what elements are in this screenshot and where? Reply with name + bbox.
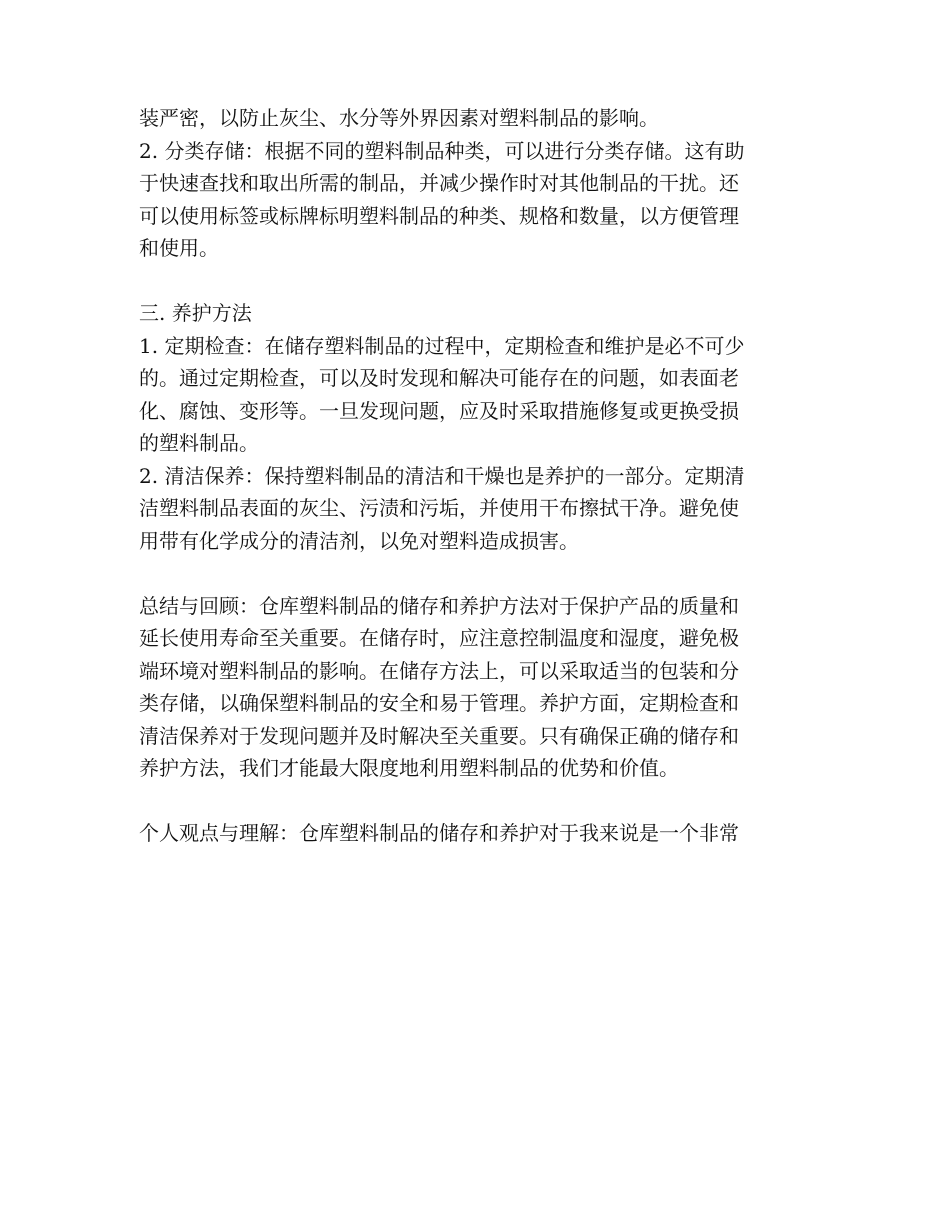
text-line: 的塑料制品。	[139, 431, 259, 455]
paragraph-cleaning-care	[139, 460, 799, 558]
text-line: 养护方法，我们才能最大限度地利用塑料制品的优势和价值。	[139, 756, 679, 780]
text-line: 个人观点与理解：仓库塑料制品的储存和养护对于我来说是一个非常	[139, 821, 739, 845]
section-heading-maintenance	[139, 297, 799, 330]
text-line: 和使用。	[139, 236, 219, 260]
paragraph-packaging-continuation	[139, 102, 799, 135]
text-line: 端环境对塑料制品的影响。在储存方法上，可以采取适当的包装和分	[139, 658, 739, 683]
text-line: 于快速查找和取出所需的制品，并减少操作时对其他制品的干扰。还	[139, 171, 739, 195]
text-line: 2. 分类存储：根据不同的塑料制品种类，可以进行分类存储。这有助	[139, 138, 745, 163]
text-line: 清洁保养对于发现问题并及时解决至关重要。只有确保正确的储存和	[139, 723, 739, 748]
text-line: 的。通过定期检查，可以及时发现和解决可能存在的问题，如表面老	[139, 366, 739, 390]
paragraph-regular-inspection	[139, 330, 799, 460]
text-line: 用带有化学成分的清洁剂，以免对塑料造成损害。	[139, 528, 579, 553]
paragraph-spacer	[139, 557, 799, 590]
paragraph-spacer	[139, 265, 799, 298]
text-line: 装严密，以防止灰尘、水分等外界因素对塑料制品的影响。	[139, 106, 659, 130]
text-line: 可以使用标签或标牌标明塑料制品的种类、规格和数量，以方便管理	[139, 203, 739, 228]
document-body	[139, 102, 799, 850]
paragraph-personal-view	[139, 817, 799, 850]
text-line: 延长使用寿命至关重要。在储存时，应注意控制温度和湿度，避免极	[139, 626, 739, 650]
paragraph-summary	[139, 590, 799, 785]
paragraph-spacer	[139, 785, 799, 818]
text-line: 1. 定期检查：在储存塑料制品的过程中，定期检查和维护是必不可少	[139, 333, 745, 358]
text-line: 类存储，以确保塑料制品的安全和易于管理。养护方面，定期检查和	[139, 691, 739, 715]
text-line: 洁塑料制品表面的灰尘、污渍和污垢，并使用干布擦拭干净。避免使	[139, 496, 739, 520]
text-line: 2. 清洁保养：保持塑料制品的清洁和干燥也是养护的一部分。定期清	[139, 463, 745, 488]
text-line: 总结与回顾：仓库塑料制品的储存和养护方法对于保护产品的质量和	[139, 593, 739, 618]
text-line: 化、腐蚀、变形等。一旦发现问题，应及时采取措施修复或更换受损	[139, 398, 739, 423]
section-heading: 三. 养护方法	[139, 301, 252, 325]
paragraph-categorized-storage	[139, 135, 799, 265]
